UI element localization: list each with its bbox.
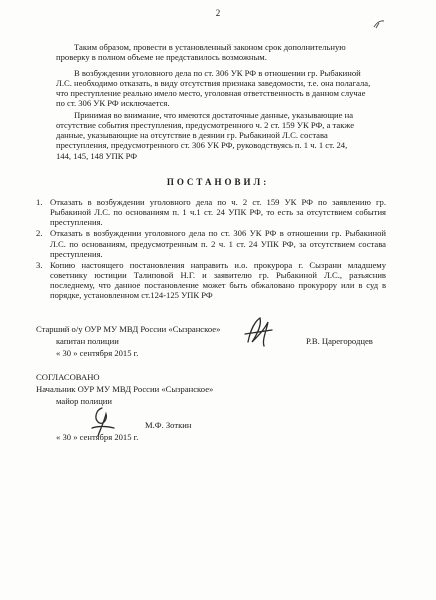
- signer-name: Р.В. Царегородцев: [306, 336, 373, 346]
- approval-label: СОГЛАСОВАНО: [36, 372, 100, 382]
- list-item: [36, 228, 386, 258]
- list-item: [36, 197, 386, 227]
- handwritten-mark: [372, 18, 386, 30]
- list-item-number: 3.: [36, 259, 43, 270]
- list-item-text: Отказать в возбуждении уголовного дела по ст. 306 УК РФ в отношении гр. Рыбакиной Л.С. по основаниям, предусмотренным п. 2 ч. 1 ст. 24 УПК РФ, за отсутствием состава преступления.: [50, 228, 386, 259]
- text-line: что преступление реально имело место, уголовная ответственность в данном случае: [56, 88, 366, 99]
- text-line: Принимая во внимание, что имеются достаточные данные, указывающие на: [74, 110, 354, 120]
- approval-position-line2: майор полиции: [56, 396, 113, 406]
- list-item-number: 1.: [36, 197, 43, 207]
- list-item: [36, 260, 386, 301]
- text-line: по ст. 306 УК РФ исключается.: [56, 98, 170, 109]
- signature-image: [84, 404, 120, 440]
- approval-position-line1: Начальник ОУР МУ МВД России «Сызранское»: [36, 384, 214, 394]
- paragraph-conclusion: [56, 42, 384, 62]
- text-line: преступления, предусмотренного ст. 306 УК РФ, руководствуясь п. 1 ч. 1 ст. 24,: [56, 140, 348, 151]
- signer-date: « 30 » сентября 2015 г.: [56, 348, 139, 358]
- text-line: данные, указывающие на отсутствие в деянии гр. Рыбакиной Л.С. состава: [56, 130, 328, 141]
- text-line: Л.С. необходимо отказать, в виду отсутствия признака заведомости, т.е. она полагала,: [56, 78, 371, 89]
- text-line: 144, 145, 148 УПК РФ: [56, 150, 138, 161]
- text-line: Таким образом, провести в установленный законом срок дополнительную: [74, 42, 346, 52]
- signature-image: [242, 312, 276, 350]
- resolution-heading: ПОСТАНОВИЛ:: [166, 177, 270, 187]
- resolution-list: [36, 197, 386, 301]
- text-line: отсутствие события преступления, предусмотренного ч. 2 ст. 159 УК РФ, а также: [56, 120, 355, 131]
- paragraph-grounds: [56, 110, 384, 161]
- paragraph-art306: [56, 68, 384, 109]
- text-line: проверку в полном объеме не представилось возможным.: [56, 52, 267, 63]
- signer-position-line1: Старший о/у ОУР МУ МВД России «Сызранское»: [36, 324, 221, 334]
- approval-name: М.Ф. Зоткин: [145, 420, 192, 430]
- approval-date: « 30 » сентября 2015 г.: [56, 432, 139, 442]
- list-item-number: 2.: [36, 228, 43, 239]
- text-line: В возбуждении уголовного дела по ст. 306 УК РФ в отношении гр. Рыбакиной: [74, 68, 361, 78]
- signer-position-line2: капитан полиции: [56, 336, 119, 346]
- list-item-text: Отказать в возбуждении уголовного дела по ч. 2 ст. 159 УК РФ по заявлению гр. Рыбакиной Л.С. по основаниям п. 1 ч.1 ст. 24 УПК РФ, то есть за отсутствием события преступления.: [50, 197, 386, 228]
- page-number: 2: [215, 8, 221, 18]
- list-item-text: Копию настоящего постановления направить и.о. прокурора г. Сызрани младшему советнику юстиции Талиповой Н.Г. и заявителю гр. Рыбакиной Л.С., разъяснив последнему, что данное постановление может быть обжаловано прокурору или в суд в порядке, установленном ст.124-125 УПК РФ: [50, 259, 386, 301]
